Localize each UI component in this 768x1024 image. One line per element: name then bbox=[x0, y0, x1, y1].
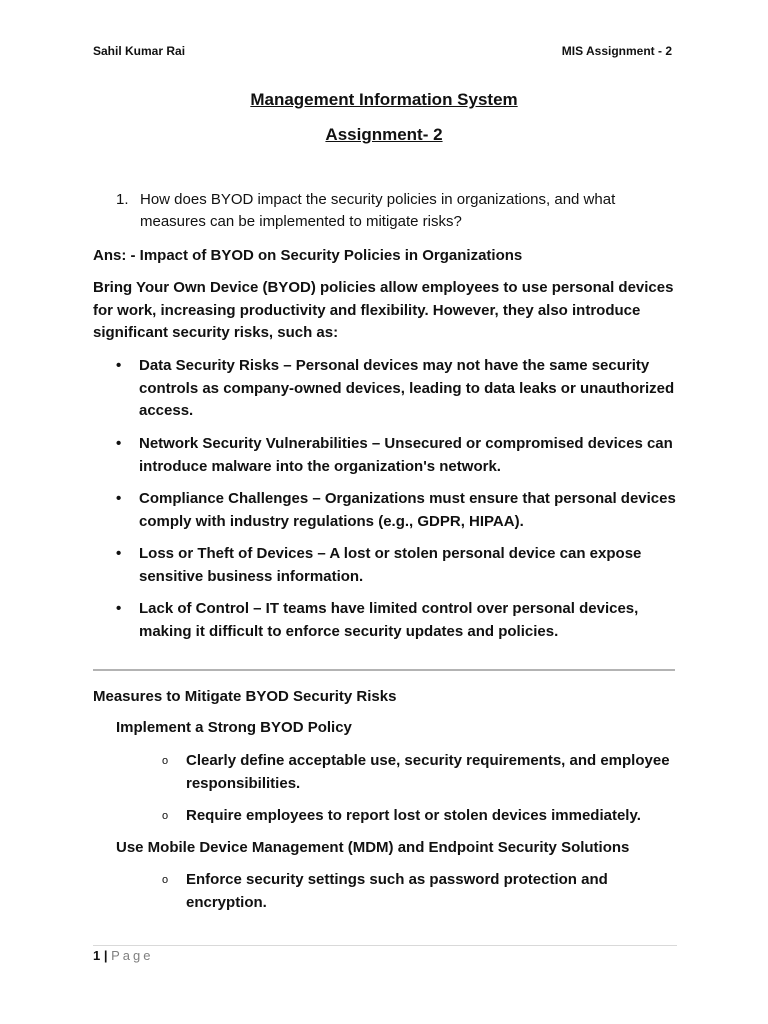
question-text: How does BYOD impact the security policies in organizations, and what measures can be implemented to mitigate risks? bbox=[140, 191, 616, 230]
risk-item bbox=[116, 433, 676, 478]
risk-item bbox=[116, 543, 676, 588]
risk-item bbox=[116, 598, 676, 643]
bullet-icon: • bbox=[116, 357, 122, 374]
mdm-item bbox=[162, 869, 672, 914]
policy-heading: Implement a Strong BYOD Policy bbox=[116, 719, 352, 736]
question-number: 1. bbox=[116, 191, 129, 208]
page-number: 1 bbox=[93, 948, 101, 963]
footer-separator: | bbox=[103, 948, 108, 963]
bullet-icon: • bbox=[116, 545, 122, 562]
mdm-heading: Use Mobile Device Management (MDM) and Endpoint Security Solutions bbox=[116, 839, 630, 856]
policy-text: Require employees to report lost or stolen devices immediately. bbox=[186, 807, 641, 824]
policy-text: Clearly define acceptable use, security requirements, and employee responsibilities. bbox=[186, 752, 670, 792]
footer-divider bbox=[93, 945, 677, 946]
circle-bullet-icon: o bbox=[162, 755, 169, 767]
mdm-text: Enforce security settings such as password protection and encryption. bbox=[186, 871, 608, 911]
circle-bullet-icon: o bbox=[162, 810, 169, 822]
risk-text: Loss or Theft of Devices – A lost or stolen personal device can expose sensitive business information. bbox=[139, 545, 642, 585]
header-assignment: MIS Assignment - 2 bbox=[561, 44, 672, 58]
circle-bullet-icon: o bbox=[162, 874, 169, 886]
measures-heading: Measures to Mitigate BYOD Security Risks bbox=[93, 688, 397, 705]
page-label: Page bbox=[111, 948, 154, 963]
risk-item bbox=[116, 488, 676, 533]
page-footer bbox=[93, 948, 154, 963]
section-divider bbox=[93, 669, 675, 671]
policy-item bbox=[162, 750, 672, 795]
bullet-icon: • bbox=[116, 600, 122, 617]
document-title: Management Information System bbox=[250, 90, 518, 109]
policy-item bbox=[162, 805, 672, 828]
question-item bbox=[116, 189, 676, 233]
document-subtitle: Assignment- 2 bbox=[325, 125, 443, 144]
bullet-icon: • bbox=[116, 490, 122, 507]
risk-text: Lack of Control – IT teams have limited control over personal devices, making it difficult to enforce security updates and policies. bbox=[139, 600, 639, 640]
header-author: Sahil Kumar Rai bbox=[93, 44, 186, 58]
risk-item bbox=[116, 355, 676, 423]
bullet-icon: • bbox=[116, 435, 122, 452]
answer-heading: Ans: - Impact of BYOD on Security Policies in Organizations bbox=[93, 247, 523, 264]
intro-paragraph: Bring Your Own Device (BYOD) policies allow employees to use personal devices for work, increasing productivity and flexibility. However, they also introduce significant security risks, such as: bbox=[93, 279, 674, 341]
risk-text: Network Security Vulnerabilities – Unsecured or compromised devices can introduce malware into the organization's network. bbox=[139, 435, 673, 475]
risk-text: Compliance Challenges – Organizations must ensure that personal devices comply with industry regulations (e.g., GDPR, HIPAA). bbox=[139, 490, 676, 530]
risk-text: Data Security Risks – Personal devices may not have the same security controls as company-owned devices, leading to data leaks or unauthorized access. bbox=[139, 357, 675, 419]
